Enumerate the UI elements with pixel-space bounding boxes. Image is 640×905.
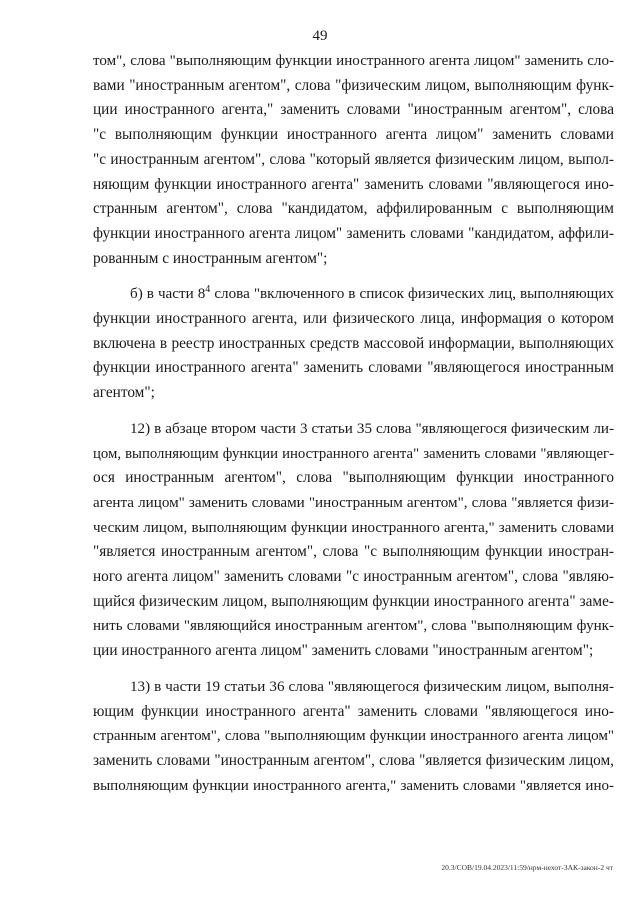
text-line: странным агентом", слова "кандидатом, аффилированным с выполняющим	[93, 200, 614, 218]
page-number: 49	[312, 28, 328, 44]
document-body	[93, 49, 614, 798]
text-line: "с иностранным агентом", слова "который является физическим лицом, выпол-	[93, 150, 614, 168]
text-line: 13) в части 19 статьи 36 слова "являющегося физическим лицом, выполня-	[130, 678, 614, 695]
text-line: выполняющим функции иностранного агента," заменить словами "является ино-	[93, 777, 614, 794]
text-line: ющим функции иностранного агента" заменить словами "являющегося ино-	[93, 702, 614, 720]
text-line: ося иностранным агентом", слова "выполняющим функции иностранного	[93, 469, 614, 487]
paragraph-13	[93, 675, 614, 799]
text-line: ного агента лицом" заменить словами "с иностранным агентом", слова "являю-	[93, 568, 614, 586]
text-line: "с выполняющим функции иностранного агента лицом" заменить словами	[93, 126, 614, 144]
document-footer-code: 20.3/СОВ/19.04.2023/11:59/нрм-нехот-ЗАК-закон-2 чт	[441, 863, 613, 872]
text-line: рованным с иностранным агентом";	[93, 249, 328, 267]
text-line: щийся физическим лицом, выполняющим функции иностранного агента" заме-	[93, 592, 614, 610]
text-line: "является иностранным агентом", слова "с выполняющим функции иностран-	[93, 543, 614, 561]
text-line: функции иностранного агента лицом" заменить словами "кандидатом, аффили-	[93, 224, 614, 242]
superscript: 4	[205, 284, 211, 296]
text-line: функции иностранного агента" заменить словами "являющегося иностранным	[93, 359, 614, 377]
text-line: заменить словами "иностранным агентом", слова "является физическим лицом,	[93, 751, 614, 769]
paragraph-1	[93, 49, 614, 271]
text-line: том", слова "выполняющим функции иностранного агента лицом" заменить сло-	[93, 53, 614, 69]
text-line: функции иностранного агента, или физического лица, информация о котором	[93, 310, 614, 328]
text-line: агента лицом" заменить словами "иностранным агентом", слова "является физи-	[93, 494, 614, 511]
text-line: ческим лицом, выполняющим функции иностранного агента," заменить словами	[93, 519, 614, 536]
text-line: нить словами "являющийся иностранным агентом", слова "выполняющим функ-	[93, 618, 614, 635]
text-line: няющим функции иностранного агента" заменить словами "являющегося ино-	[93, 175, 614, 193]
text-line: агентом";	[93, 384, 155, 402]
text-line: вами "иностранным агентом", слова "физическим лицом, выполняющим функ-	[93, 76, 614, 94]
text-line: включена в реестр иностранных средств массовой информации, выполняющих	[93, 334, 614, 352]
paragraph-12	[93, 417, 614, 664]
paragraph-b	[93, 282, 614, 406]
text-line: 12) в абзаце втором части 3 статьи 35 слова "являющегося физическим ли-	[130, 420, 614, 437]
text-fragment: слова "включенного в список физических лиц, выполняющих	[210, 286, 614, 303]
text-fragment: б) в части 8	[130, 286, 206, 303]
text-line: странным агентом", слова "выполняющим функции иностранного агента лицом"	[93, 728, 614, 745]
text-line: ции иностранного агента лицом" заменить словами "иностранным агентом";	[93, 642, 594, 660]
text-line: цом, выполняющим функции иностранного агента" заменить словами "являющег-	[93, 445, 614, 462]
text-line: ции иностранного агента," заменить словами "иностранным агентом", слова	[93, 101, 614, 119]
text-line	[93, 282, 614, 307]
